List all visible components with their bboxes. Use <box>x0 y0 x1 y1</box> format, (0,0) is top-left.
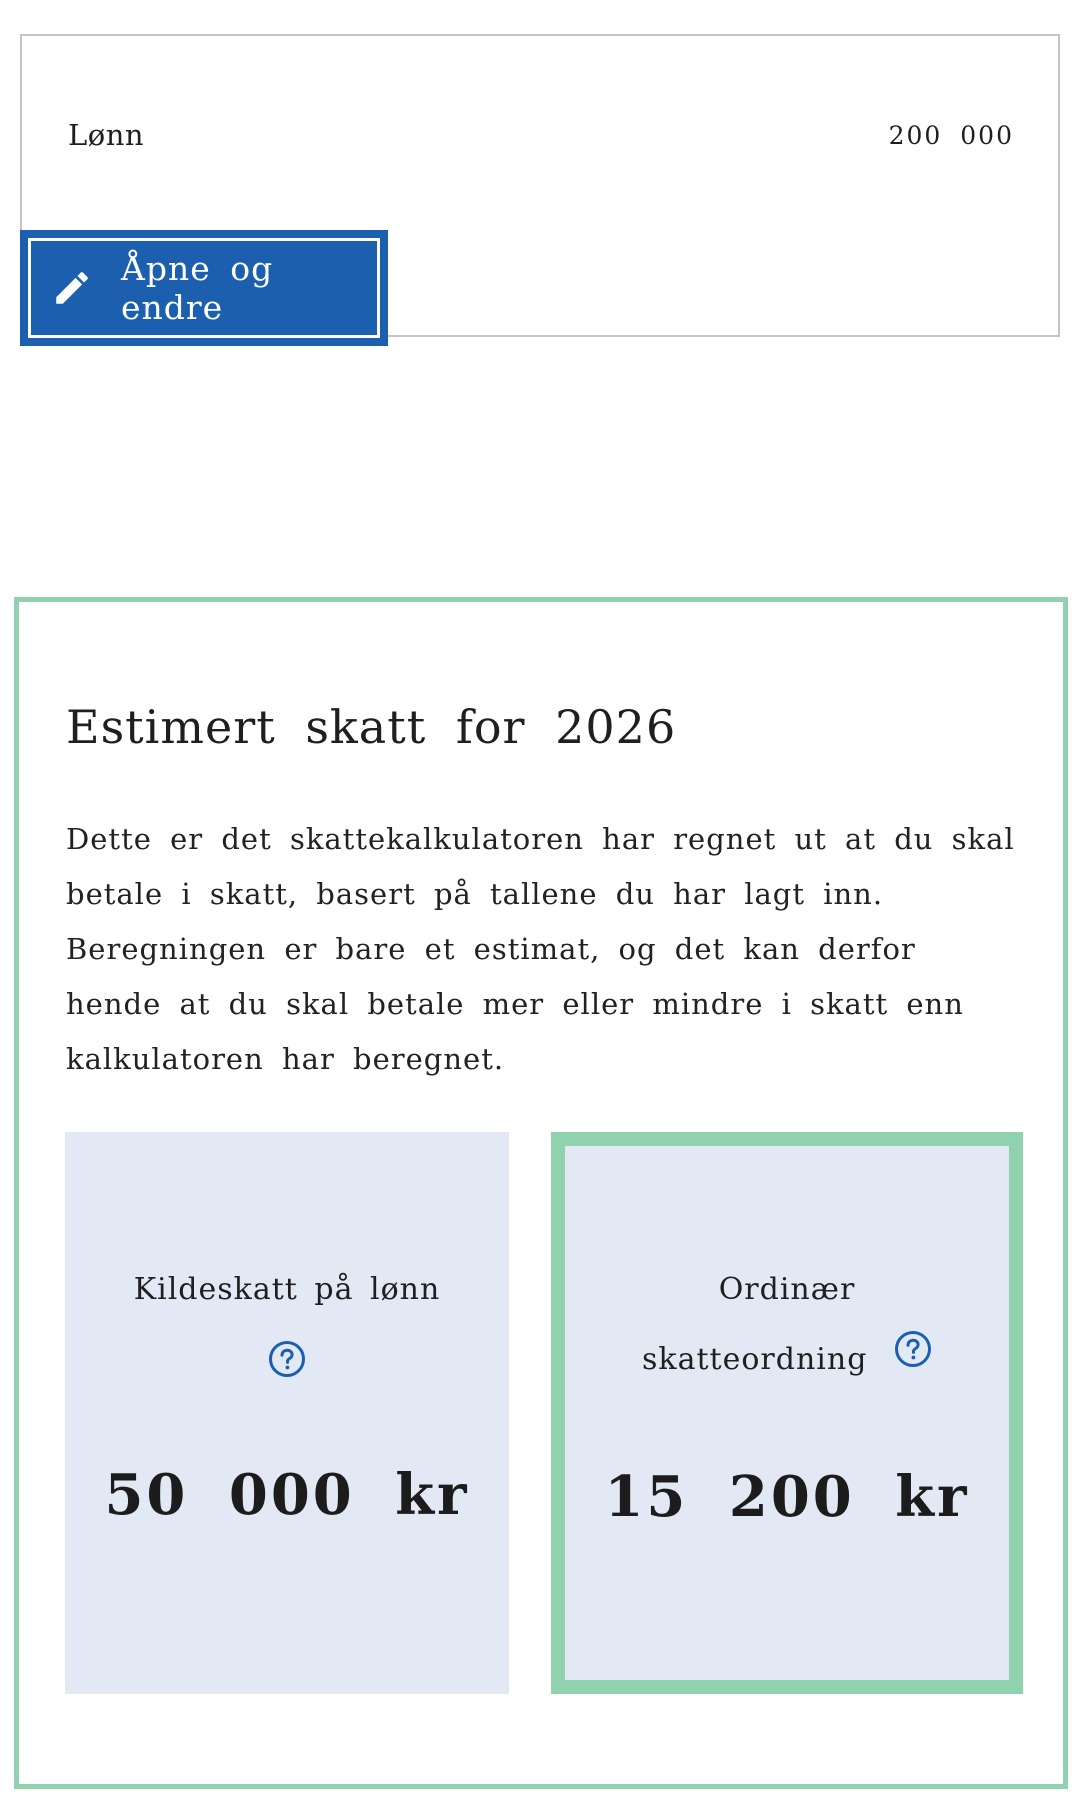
estimate-description: Dette er det skattekalkulatoren har regnet ut at du skal betale i skatt, basert på tallene du har lagt inn. Beregningen er bare et estimat, og det kan derfor hende at du skal betale mer eller mindre i skatt enn kalkulatoren har beregnet. <box>66 822 1015 1076</box>
open-and-edit-label: Åpne og endre <box>121 249 274 327</box>
withholding-tax-amount: 50 000 kr <box>104 1462 470 1528</box>
ordinary-tax-label-line2: skatteordning <box>642 1342 868 1377</box>
ordinary-tax-label-line2-row <box>565 1342 1009 1377</box>
income-label: Lønn <box>68 118 145 152</box>
estimate-title: Estimert skatt for 2026 <box>66 700 677 754</box>
income-row <box>68 118 1014 152</box>
withholding-tax-label: Kildeskatt på lønn <box>133 1272 441 1307</box>
question-circle-icon[interactable] <box>268 1340 306 1378</box>
withholding-tax-option[interactable] <box>65 1132 509 1694</box>
open-and-edit-button-inner[interactable] <box>28 238 380 338</box>
open-and-edit-button[interactable] <box>20 230 388 346</box>
ordinary-tax-option[interactable] <box>551 1132 1023 1694</box>
income-value: 200 000 <box>888 120 1014 150</box>
withholding-tax-help-wrapper <box>65 1340 509 1378</box>
ordinary-tax-label-line1: Ordinær <box>718 1272 856 1307</box>
question-circle-icon[interactable] <box>894 1330 932 1368</box>
pencil-icon <box>51 267 93 309</box>
estimate-section <box>14 597 1068 1789</box>
ordinary-tax-amount: 15 200 kr <box>604 1464 970 1530</box>
